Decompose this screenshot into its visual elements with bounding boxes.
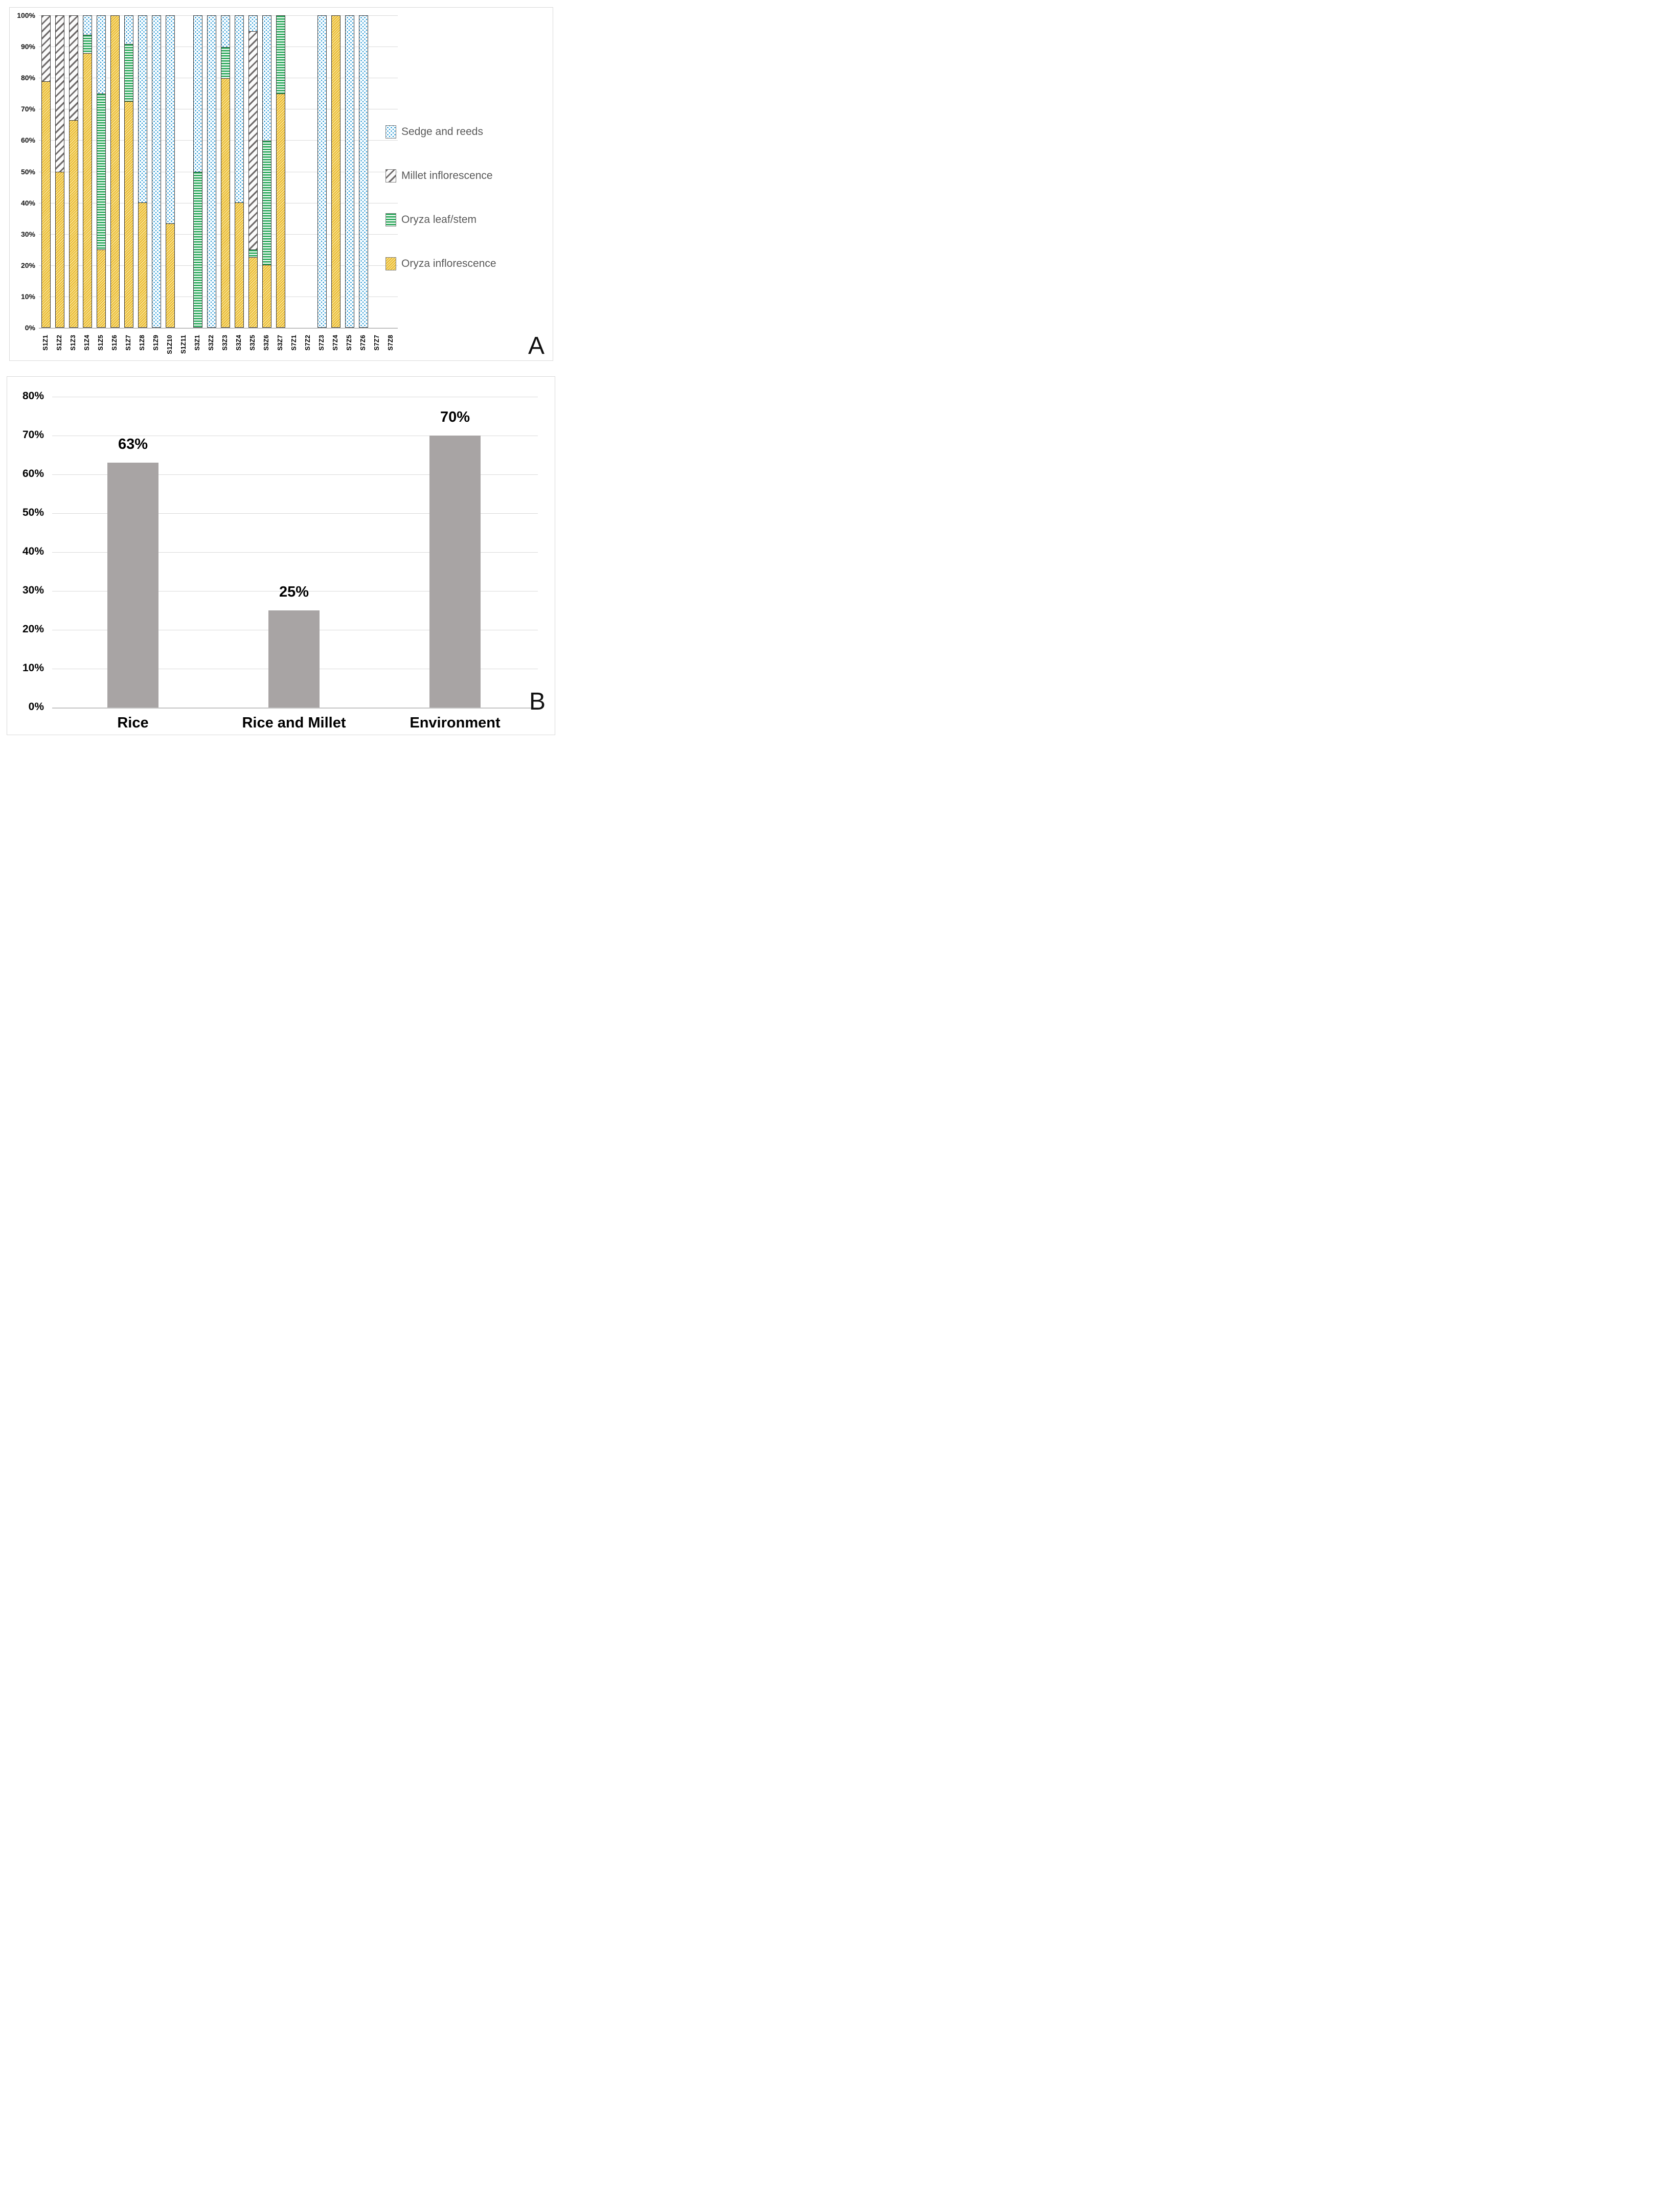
x-category-label: S1Z10 — [166, 335, 173, 354]
x-category-label: S1Z9 — [152, 335, 160, 351]
x-category-label: S7Z2 — [304, 335, 311, 351]
x-category-label: S7Z6 — [359, 335, 367, 351]
bar-segment-green-horizontal — [97, 94, 105, 249]
bar-value-label: 63% — [118, 436, 148, 453]
x-category-label: Rice and Millet — [242, 715, 346, 731]
y-tick-label: 30% — [22, 584, 44, 596]
legend-label: Oryza inflorescence — [401, 258, 496, 269]
stacked-bar-S1Z1 — [41, 15, 51, 328]
x-category-label: S1Z8 — [138, 335, 146, 351]
y-tick-label: 40% — [22, 545, 44, 557]
x-category-label: S3Z4 — [235, 335, 242, 351]
gridline-30% — [39, 234, 398, 235]
x-category-label: S1Z2 — [55, 335, 63, 351]
x-category-label: S7Z1 — [290, 335, 298, 351]
x-category-label: S1Z5 — [97, 335, 104, 351]
bar-segment-green-horizontal — [249, 249, 257, 257]
x-category-label: S3Z1 — [193, 335, 201, 351]
bar-segment-yellow-diagonal — [249, 257, 257, 327]
bar-segment-yellow-diagonal — [125, 101, 133, 327]
panel-a-legend — [385, 125, 496, 301]
legend-label: Oryza leaf/stem — [401, 214, 477, 225]
x-category-label: S3Z7 — [276, 335, 284, 351]
bar-segment-yellow-diagonal — [83, 53, 92, 327]
legend-item-blue-dots — [385, 125, 496, 139]
bar-segment-green-horizontal — [125, 44, 133, 102]
bar-segment-yellow-diagonal — [332, 16, 340, 327]
bar-segment-blue-dots — [139, 16, 147, 202]
bar-value-label: 25% — [279, 584, 309, 600]
stacked-bar-S3Z1 — [193, 15, 202, 328]
bar-segment-gray-diagonal — [70, 16, 78, 120]
bar-segment-green-horizontal — [83, 35, 92, 54]
x-category-label: S7Z8 — [387, 335, 394, 351]
bar-segment-blue-dots — [263, 16, 271, 141]
bar-segment-gray-diagonal — [56, 16, 64, 172]
bar-segment-green-horizontal — [194, 172, 202, 328]
y-tick-label: 10% — [22, 662, 44, 674]
y-tick-label: 0% — [28, 701, 44, 713]
legend-label: Sedge and reeds — [401, 126, 483, 138]
stacked-bar-S3Z2 — [207, 15, 216, 328]
gridline-100% — [39, 15, 398, 16]
bar-segment-blue-dots — [166, 16, 174, 223]
bar-environment — [429, 436, 481, 708]
legend-item-yellow-diagonal — [385, 257, 496, 270]
bar-segment-blue-dots — [221, 16, 230, 47]
stacked-bar-S3Z5 — [248, 15, 258, 328]
stacked-bar-S1Z9 — [152, 15, 161, 328]
y-tick-label: 60% — [22, 468, 44, 480]
gridline-20% — [39, 265, 398, 266]
panel-b-bar-chart — [7, 376, 555, 735]
stacked-bar-S1Z3 — [69, 15, 78, 328]
panel-b-letter: B — [529, 688, 546, 715]
bar-segment-blue-dots — [125, 16, 133, 44]
x-category-label: S1Z1 — [41, 335, 49, 351]
stacked-bar-S1Z2 — [55, 15, 64, 328]
stacked-bar-S3Z4 — [235, 15, 244, 328]
bar-segment-yellow-diagonal — [70, 120, 78, 327]
bar-segment-gray-diagonal — [42, 16, 50, 81]
bar-segment-green-horizontal — [263, 141, 271, 265]
bar-segment-blue-dots — [83, 16, 92, 35]
bar-segment-blue-dots — [194, 16, 202, 172]
stacked-bar-S1Z4 — [83, 15, 92, 328]
x-category-label: S3Z2 — [207, 335, 215, 351]
bar-segment-gray-diagonal — [249, 31, 257, 249]
bar-segment-blue-dots — [249, 16, 257, 31]
y-tick-label: 70% — [20, 105, 35, 113]
bar-segment-yellow-diagonal — [263, 265, 271, 327]
y-tick-label: 30% — [20, 230, 35, 238]
x-category-label: S3Z5 — [248, 335, 256, 351]
bar-segment-yellow-diagonal — [97, 249, 105, 327]
stacked-bar-S3Z7 — [276, 15, 285, 328]
bar-segment-blue-dots — [235, 16, 243, 202]
y-tick-label: 80% — [20, 74, 35, 82]
x-category-label: S1Z3 — [69, 335, 77, 351]
stacked-bar-S3Z6 — [262, 15, 271, 328]
x-category-label: S3Z6 — [262, 335, 270, 351]
y-tick-label: 10% — [20, 292, 35, 301]
bar-segment-green-horizontal — [277, 16, 285, 94]
x-category-label: S1Z6 — [110, 335, 118, 351]
stacked-bar-S7Z3 — [317, 15, 327, 328]
y-tick-label: 100% — [17, 11, 35, 19]
stacked-bar-S3Z3 — [221, 15, 230, 328]
stacked-bar-S1Z6 — [110, 15, 120, 328]
legend-item-gray-diagonal — [385, 169, 496, 183]
x-category-label: S3Z3 — [221, 335, 229, 351]
x-category-label: S1Z11 — [179, 335, 187, 354]
stacked-bar-S7Z5 — [345, 15, 354, 328]
x-category-label: S1Z4 — [83, 335, 90, 351]
bar-segment-blue-dots — [346, 16, 354, 327]
legend-item-green-horizontal — [385, 213, 496, 226]
y-tick-label: 40% — [20, 198, 35, 207]
legend-swatch-yellow-diagonal-icon — [385, 257, 396, 270]
bar-segment-blue-dots — [97, 16, 105, 94]
y-tick-label: 80% — [22, 390, 44, 402]
bar-rice-and-millet — [268, 610, 320, 708]
legend-swatch-gray-diagonal-icon — [385, 169, 396, 183]
bar-value-label: 70% — [440, 409, 470, 425]
bar-segment-yellow-diagonal — [235, 202, 243, 327]
x-category-label: S7Z5 — [345, 335, 353, 351]
panel-a-letter: A — [528, 332, 544, 359]
bar-segment-yellow-diagonal — [111, 16, 119, 327]
x-category-label: S1Z7 — [124, 335, 132, 351]
legend-swatch-green-horizontal-icon — [385, 213, 396, 226]
gridline-0% — [39, 328, 398, 329]
bar-segment-yellow-diagonal — [221, 78, 230, 327]
x-category-label: Environment — [410, 715, 501, 731]
bar-segment-yellow-diagonal — [277, 94, 285, 327]
x-category-label: Rice — [117, 715, 149, 731]
y-tick-label: 50% — [22, 507, 44, 518]
stacked-bar-S1Z7 — [124, 15, 133, 328]
stacked-bar-S7Z6 — [359, 15, 368, 328]
y-tick-label: 20% — [22, 623, 44, 635]
y-tick-label: 20% — [20, 261, 35, 269]
bar-segment-yellow-diagonal — [166, 223, 174, 327]
x-category-label: S7Z4 — [331, 335, 339, 351]
stacked-bar-S1Z5 — [97, 15, 106, 328]
bar-rice — [107, 463, 158, 708]
bar-segment-blue-dots — [208, 16, 216, 327]
bar-segment-blue-dots — [318, 16, 326, 327]
y-tick-label: 50% — [20, 167, 35, 176]
legend-swatch-blue-dots-icon — [385, 125, 396, 139]
stacked-bar-S7Z4 — [331, 15, 340, 328]
x-category-label: S7Z3 — [317, 335, 325, 351]
y-tick-label: 60% — [20, 136, 35, 145]
bar-segment-yellow-diagonal — [139, 202, 147, 327]
x-category-label: S7Z7 — [373, 335, 380, 351]
gridline-0% — [52, 708, 538, 709]
gridline-60% — [39, 140, 398, 141]
legend-label: Millet inflorescence — [401, 170, 493, 181]
stacked-bar-S1Z10 — [166, 15, 175, 328]
y-tick-label: 70% — [22, 429, 44, 441]
y-tick-label: 0% — [25, 324, 35, 332]
bar-segment-green-horizontal — [221, 47, 230, 78]
panel-a-stacked-chart — [9, 7, 553, 361]
y-tick-label: 90% — [20, 42, 35, 51]
stacked-bar-S1Z8 — [138, 15, 147, 328]
bar-segment-blue-dots — [359, 16, 368, 327]
bar-segment-yellow-diagonal — [56, 172, 64, 328]
bar-segment-blue-dots — [152, 16, 161, 327]
bar-segment-yellow-diagonal — [42, 81, 50, 327]
